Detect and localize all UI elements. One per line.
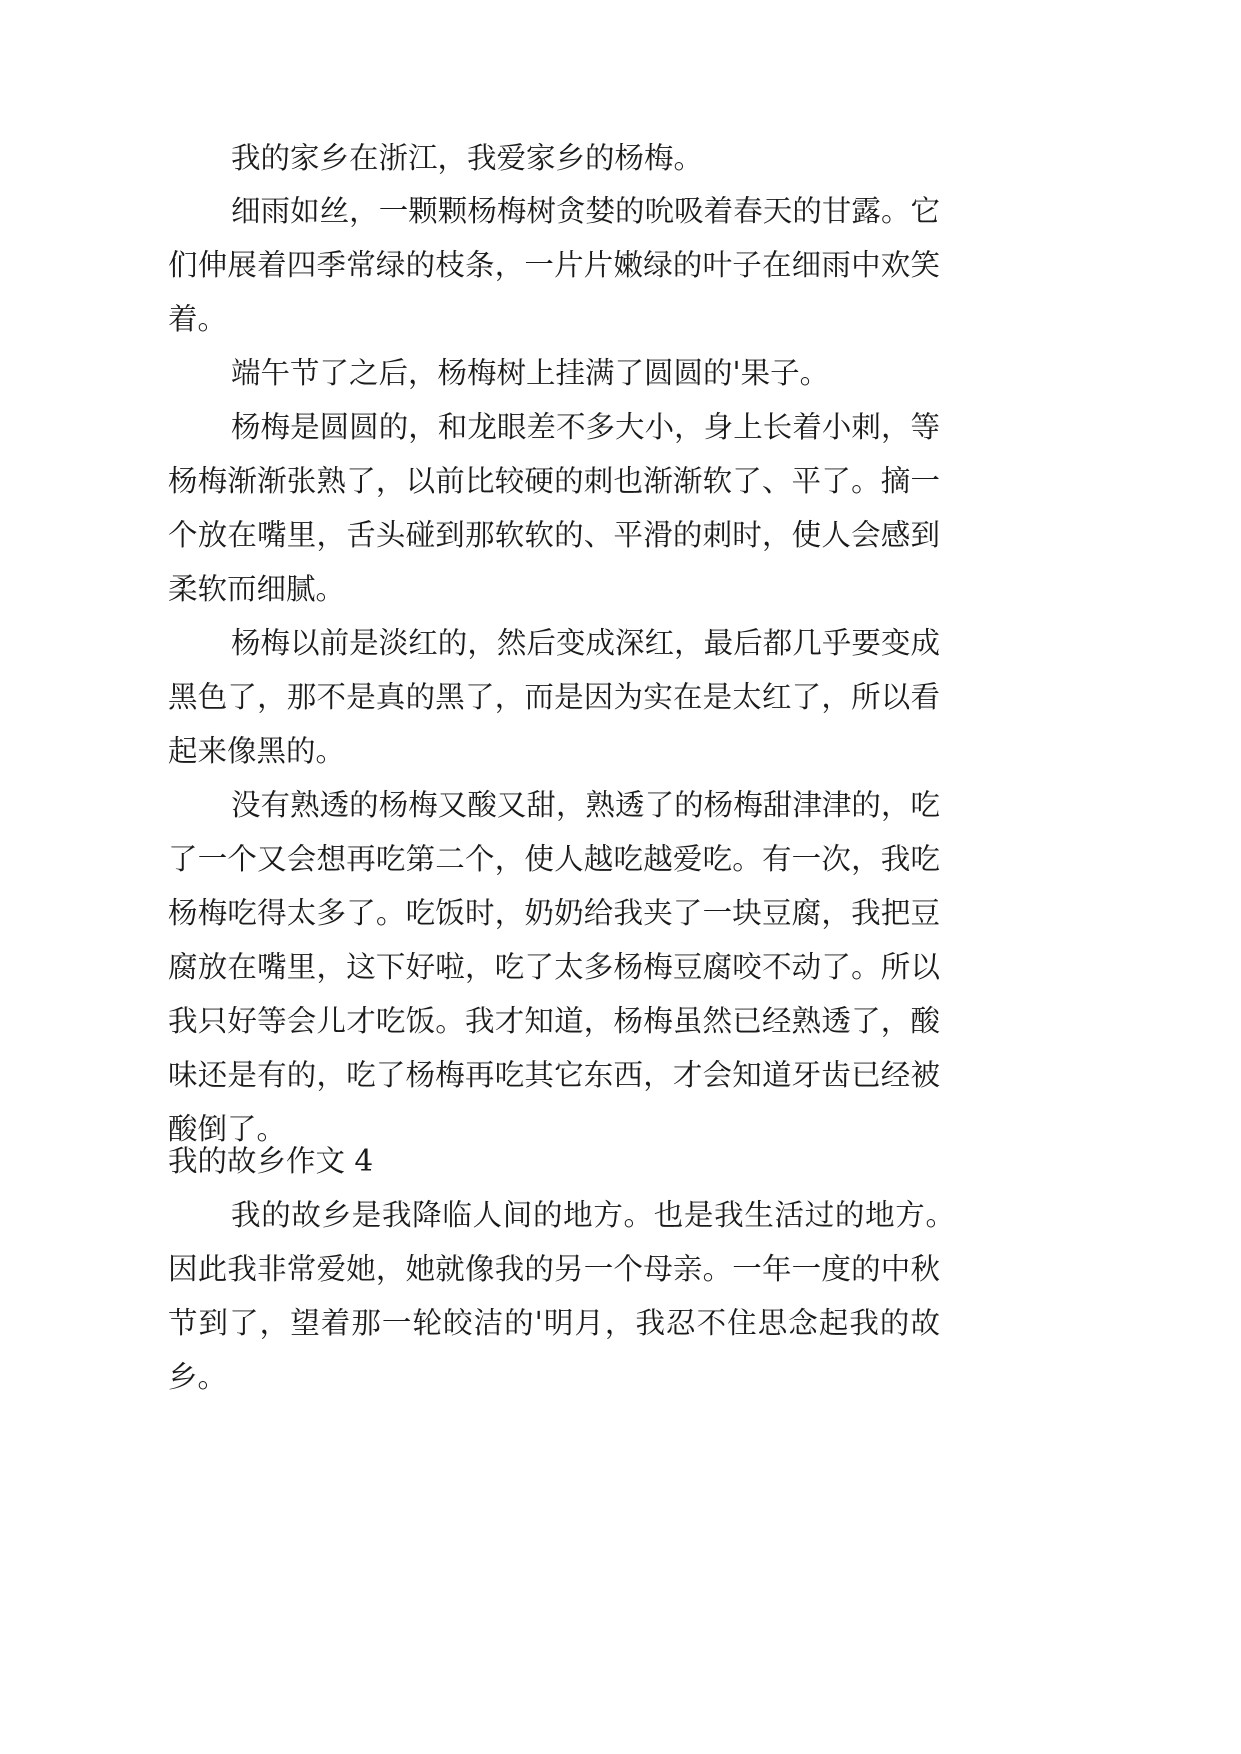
paragraph-line: 没有熟透的杨梅又酸又甜，熟透了的杨梅甜津津的，吃 (231, 788, 940, 822)
paragraph-line: 我的故乡是我降临人间的地方。也是我生活过的地方。 (231, 1198, 955, 1232)
paragraph-line: 乡。 (168, 1360, 228, 1394)
section-heading: 我的故乡作文 4 (168, 1144, 374, 1178)
paragraph-line: 杨梅吃得太多了。吃饭时，奶奶给我夹了一块豆腐，我把豆 (168, 896, 940, 930)
paragraph-line: 酸倒了。 (168, 1112, 287, 1146)
paragraph-line: 柔软而细腻。 (168, 572, 346, 606)
paragraph-line: 腐放在嘴里，这下好啦，吃了太多杨梅豆腐咬不动了。所以 (168, 950, 940, 984)
paragraph-line: 味还是有的，吃了杨梅再吃其它东西，才会知道牙齿已经被 (168, 1058, 940, 1092)
paragraph-line: 们伸展着四季常绿的枝条，一片片嫩绿的叶子在细雨中欢笑 (168, 248, 940, 282)
paragraph-line: 我的家乡在浙江，我爱家乡的杨梅。 (231, 141, 704, 175)
paragraph-line: 我只好等会儿才吃饭。我才知道，杨梅虽然已经熟透了，酸 (168, 1004, 940, 1038)
paragraph-line: 端午节了之后，杨梅树上挂满了圆圆的'果子。 (231, 356, 830, 390)
paragraph-line: 杨梅以前是淡红的，然后变成深红，最后都几乎要变成 (231, 626, 940, 660)
paragraph-line: 杨梅是圆圆的，和龙眼差不多大小，身上长着小刺，等 (231, 410, 940, 444)
paragraph-line: 起来像黑的。 (168, 734, 346, 768)
paragraph-line: 个放在嘴里，舌头碰到那软软的、平滑的刺时，使人会感到 (168, 518, 940, 552)
paragraph-line: 节到了，望着那一轮皎洁的'明月，我忍不住思念起我的故 (168, 1306, 940, 1340)
paragraph-line: 了一个又会想再吃第二个，使人越吃越爱吃。有一次，我吃 (168, 842, 940, 876)
paragraph-line: 细雨如丝，一颗颗杨梅树贪婪的吮吸着春天的甘露。它 (231, 194, 940, 228)
paragraph-line: 黑色了，那不是真的黑了，而是因为实在是太红了，所以看 (168, 680, 940, 714)
paragraph-line: 着。 (168, 302, 228, 336)
paragraph-line: 杨梅渐渐张熟了，以前比较硬的刺也渐渐软了、平了。摘一 (168, 464, 940, 498)
paragraph-line: 因此我非常爱她，她就像我的另一个母亲。一年一度的中秋 (168, 1252, 940, 1286)
